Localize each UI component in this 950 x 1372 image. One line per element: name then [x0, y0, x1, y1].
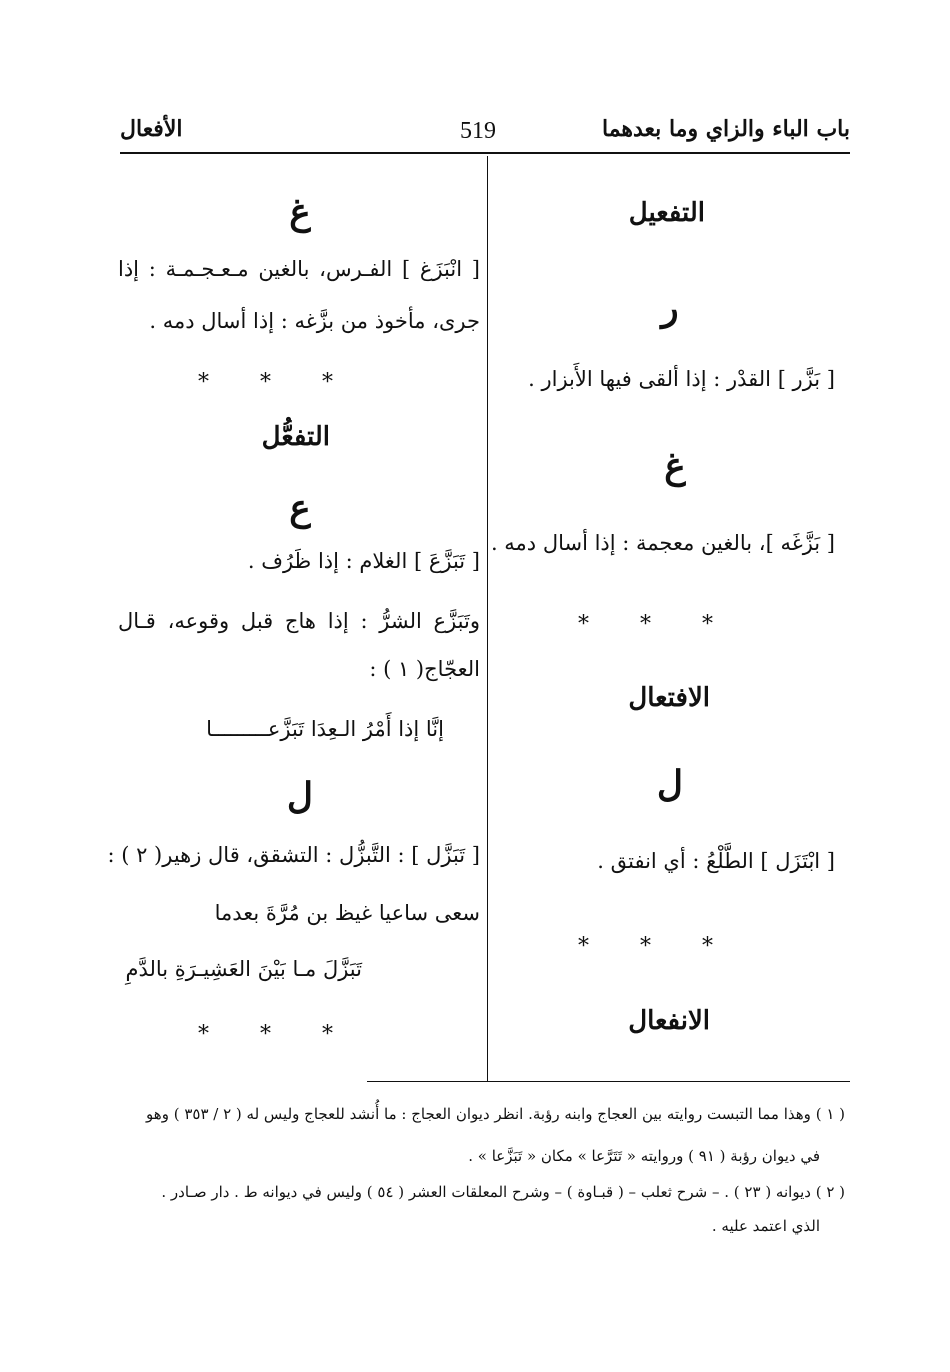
letter-ghain: غ — [664, 445, 686, 487]
entry-sharr-line: وتَبَزَّع الشرُّ : إذا هاج قبل وقوعه، قـال — [118, 609, 480, 633]
letter-ghain: غ — [289, 191, 311, 233]
verse-ajjaj: إنَّا إذا أَمْرُ الـعِدَا تَبَزَّعـــــــــا — [206, 717, 444, 741]
chapter-title: باب الباء والزاي وما بعدهما — [601, 116, 850, 142]
footnote-rule — [367, 1081, 850, 1082]
footnote-2-line: الذي اعتمد عليه . — [711, 1217, 820, 1235]
running-header — [120, 112, 850, 152]
letter-ra: ر — [661, 287, 679, 329]
footnote-1-line: ( ١ ) وهذا مما التبست روايته بين العجاج وابنه رؤبة. انظر ديوان العجاج : ما أُنشد للعجاج وليس له ( ٢ / ٣٥٣ ) وهو — [146, 1105, 845, 1123]
section-title: الأفعال — [120, 116, 183, 142]
header-rule — [120, 152, 850, 154]
heading-tafaul: التفعُّل — [261, 422, 330, 452]
entry-bazzagha: [ بَزَّغَه ]، بالغين معجمة : إذا أسال دمه . — [490, 531, 835, 555]
verse-zuhair: تَبَزَّلَ مـا بَيْنَ العَشِيـرَةِ بالدَّمِ — [125, 957, 362, 981]
heading-taf3il: التفعيل — [628, 198, 705, 228]
verse-zuhair: سعى ساعيا غيظ بن مُرَّةَ بعدما — [214, 901, 480, 925]
footnote-2-line: ( ٢ ) ديوانه ( ٢٣ ) . – شرح ثعلب – ( قبـاوة ) – وشرح المعلقات العشر ( ٥٤ ) وليس في ديوانه ط . دار صـادر . — [161, 1183, 845, 1201]
heading-iftial: الافتعال — [628, 683, 710, 713]
entry-sharr-line: العجّاج( ١ ) : — [369, 657, 480, 681]
letter-lam: ل — [286, 775, 314, 817]
column-divider — [487, 156, 488, 1082]
separator-stars: * * * — [198, 370, 355, 395]
page-number: 519 — [460, 118, 496, 144]
footnote-1-line: في ديوان رؤبة ( ٩١ ) وروايته « تَتَرَّعا » مكان « تَبَزَّعا » . — [468, 1147, 820, 1165]
entry-bazzar: [ بَزَّر ] القدْر : إذا ألقى فيها الأَبزار . — [528, 367, 835, 391]
letter-ain: ع — [289, 487, 311, 529]
separator-stars: * * * — [198, 1022, 355, 1047]
entry-inbazagh-line: [ انْبَزَغ ] الفـرس، بالغين مـعـجـمـة : إذا — [118, 257, 480, 281]
entry-inbazagh-line: جرى، مأخوذ من بزَّغه : إذا أسال دمه . — [149, 309, 480, 333]
entry-tabazzal: [ تَبَزَّل ] : التَّبزُّل : التشقق، قال زهير( ٢ ) : — [107, 843, 480, 867]
entry-tabazza3: [ تَبَزَّعَ ] الغلام : إذا ظَرُف . — [247, 549, 480, 573]
heading-infial: الانفعال — [628, 1006, 710, 1036]
separator-stars: * * * — [578, 612, 735, 637]
letter-lam: ل — [656, 763, 684, 805]
entry-ibtazal: [ ابْتَزَل ] الطَّلْعُ : أي انفتق . — [597, 849, 835, 873]
separator-stars: * * * — [578, 934, 735, 959]
